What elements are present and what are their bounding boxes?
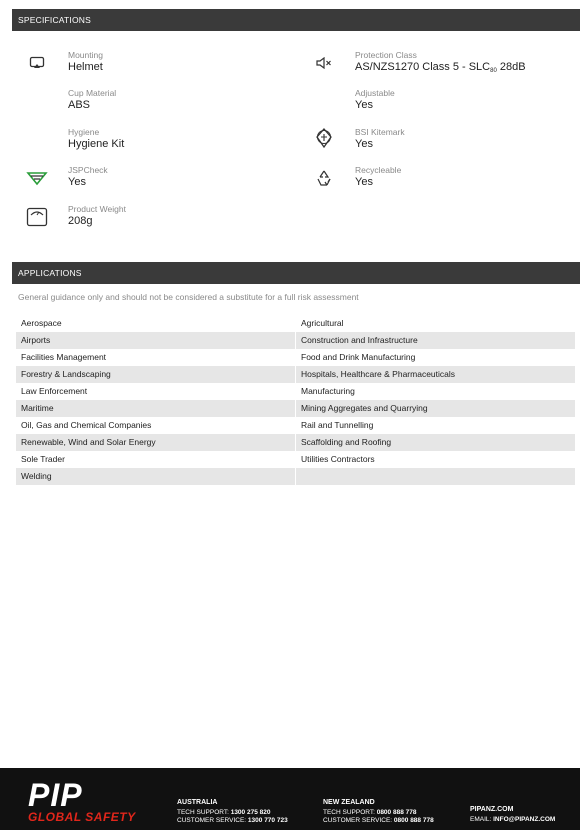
table-cell: Sole Trader [21, 454, 65, 464]
table-row [16, 315, 575, 332]
table-row [16, 366, 575, 383]
brand-tagline: GLOBAL SAFETY [28, 810, 136, 824]
table-cell: Aerospace [21, 318, 62, 328]
table-cell: Agricultural [301, 318, 344, 328]
contact-web [470, 806, 555, 824]
spec-value: Hygiene Kit [68, 138, 125, 150]
spec-label: Hygiene [68, 127, 100, 137]
spec-label: Cup Material [68, 88, 117, 98]
speaker-mute-icon [311, 50, 337, 76]
spec-label: BSI Kitemark [355, 127, 405, 137]
table-row [16, 383, 575, 400]
table-cell [296, 468, 575, 485]
page-footer [0, 768, 580, 830]
table-row [16, 332, 575, 349]
table-row [16, 451, 575, 468]
spec-value [355, 61, 526, 74]
contact-new-zealand [323, 799, 434, 825]
table-cell: Construction and Infrastructure [296, 332, 575, 349]
applications-table [16, 315, 575, 485]
scale-icon [24, 204, 50, 230]
table-cell: Oil, Gas and Chemical Companies [21, 420, 152, 430]
table-cell: Renewable, Wind and Solar Energy [16, 434, 295, 451]
spec-label: Mounting [68, 50, 103, 60]
table-cell: Welding [16, 468, 295, 485]
spec-label: Adjustable [355, 88, 395, 98]
spec-value: ABS [68, 99, 91, 111]
table-cell: Law Enforcement [21, 386, 88, 396]
recycle-icon [311, 165, 337, 191]
table-cell: Forestry & Landscaping [16, 366, 295, 383]
contact-label: EMAIL: [470, 816, 492, 823]
specifications-header: SPECIFICATIONS [12, 9, 580, 31]
table-cell: Utilities Contractors [301, 454, 375, 464]
contact-label: CUSTOMER SERVICE: [177, 817, 247, 824]
table-cell: Rail and Tunnelling [301, 420, 374, 430]
spec-value: Yes [355, 99, 373, 111]
jspcheck-icon [24, 165, 50, 191]
spec-value: Helmet [68, 61, 103, 73]
spec-value: 208g [68, 215, 93, 227]
table-cell: Food and Drink Manufacturing [301, 352, 416, 362]
spec-value: Yes [355, 176, 373, 188]
table-cell: Airports [16, 332, 295, 349]
table-cell: Mining Aggregates and Quarrying [296, 400, 575, 417]
table-row [16, 349, 575, 366]
phone-number: 0800 888 778 [393, 817, 434, 824]
contact-label: TECH SUPPORT: [177, 809, 229, 816]
spec-value: Yes [68, 176, 86, 188]
contact-label: TECH SUPPORT: [323, 809, 375, 816]
table-cell: Maritime [16, 400, 295, 417]
spec-label: Product Weight [68, 204, 126, 214]
phone-number: 0800 888 778 [376, 809, 417, 816]
table-row [16, 400, 575, 417]
table-cell: Facilities Management [21, 352, 107, 362]
table-row [16, 417, 575, 434]
spec-value: Yes [355, 138, 373, 150]
kitemark-icon [311, 125, 337, 151]
spec-label: Recycleable [355, 165, 402, 175]
spec-value-tail: 28dB [496, 61, 526, 73]
table-row [16, 434, 575, 451]
table-cell: Manufacturing [301, 386, 355, 396]
spec-label: JSPCheck [68, 165, 108, 175]
website-link[interactable]: PIPANZ.COM [470, 806, 514, 813]
helmet-mount-icon [24, 50, 50, 76]
table-cell: Scaffolding and Roofing [296, 434, 575, 451]
contact-heading: NEW ZEALAND [323, 799, 375, 806]
contact-label: CUSTOMER SERVICE: [323, 817, 393, 824]
email-link[interactable]: INFO@PIPANZ.COM [493, 816, 556, 823]
table-cell: Hospitals, Healthcare & Pharmaceuticals [296, 366, 575, 383]
phone-number: 1300 275 820 [230, 809, 271, 816]
brand-logo: PIP [28, 777, 83, 813]
table-row [16, 468, 575, 485]
contact-australia [177, 799, 288, 825]
applications-header: APPLICATIONS [12, 262, 580, 284]
contact-heading: AUSTRALIA [177, 799, 218, 806]
spec-value-subscript: 80 [490, 68, 497, 74]
phone-number: 1300 770 723 [247, 817, 288, 824]
spec-value-main: AS/NZS1270 Class 5 - SLC [355, 61, 491, 73]
spec-label: Protection Class [355, 50, 417, 60]
applications-note: General guidance only and should not be considered a substitute for a full risk assessment [18, 292, 359, 302]
